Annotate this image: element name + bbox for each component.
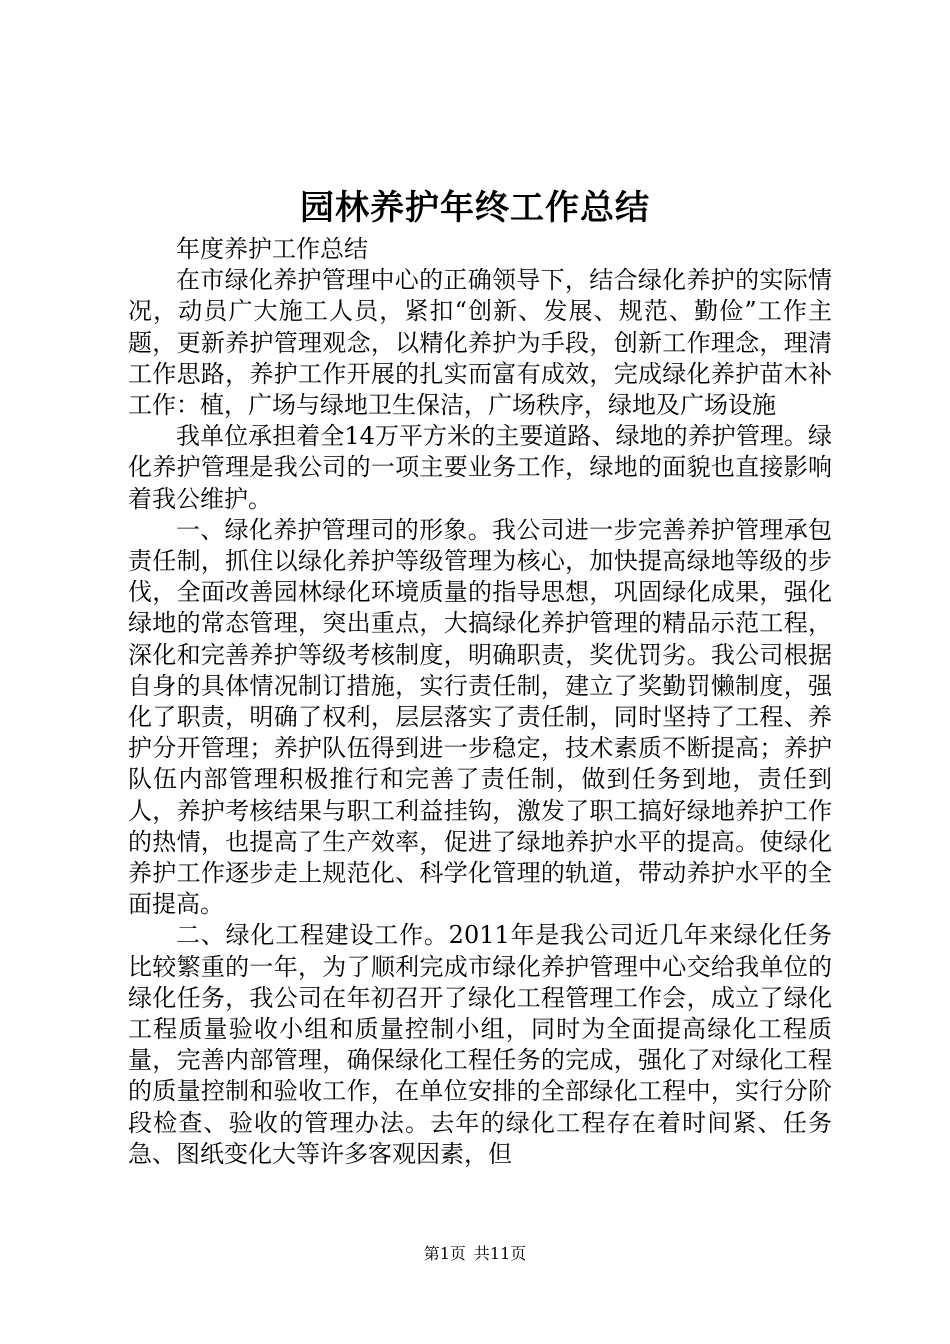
page-number: 第1页 — [423, 1244, 466, 1263]
paragraph-scope: 我单位承担着全14万平方米的主要道路、绿地的养护管理。绿化养护管理是我公司的一项主要业务工作，绿地的面貌也直接影响着我公维护。 — [128, 422, 832, 513]
page-count: 共11页 — [473, 1244, 527, 1263]
paragraph-intro: 在市绿化养护管理中心的正确领导下，结合绿化养护的实际情况，动员广大施工人员，紧扣“创新、发展、规范、勤俭”工作主题，更新养护管理观念，以精化养护为手段，创新工作理念，理清工作思路，养护工作开展的扎实而富有成效，完成绿化养护苗木补工作：植，广场与绿地卫生保洁，广场秩序，绿地及广场设施 — [128, 266, 832, 420]
paragraph-subtitle: 年度养护工作总结 — [176, 235, 368, 263]
document-body — [128, 234, 832, 1170]
paragraph-section-one: 一、绿化养护管理司的形象。我公司进一步完善养护管理承包责任制，抓住以绿化养护等级管理为核心，加快提高绿地等级的步伐，全面改善园林绿化环境质量的指导思想，巩固绿化成果，强化绿地的常态管理，突出重点，大搞绿化养护管理的精品示范工程，深化和完善养护等级考核制度，明确职责，奖优罚劣。我公司根据自身的具体情况制订措施，实行责任制，建立了奖勤罚懒制度，强化了职责，明确了权利，层层落实了责任制，同时坚持了工程、养护分开管理；养护队伍得到进一步稳定，技术素质不断提高；养护队伍内部管理积极推行和完善了责任制，做到任务到地，责任到人，养护考核结果与职工利益挂钩，激发了职工搞好绿地养护工作的热情，也提高了生产效率，促进了绿地养护水平的提高。使绿化养护工作逐步走上规范化、科学化管理的轨道，带动养护水平的全面提高。 — [128, 515, 832, 919]
page-footer — [0, 1244, 950, 1264]
document-title: 园林养护年终工作总结 — [300, 188, 650, 228]
paragraph-section-two: 二、绿化工程建设工作。2011年是我公司近几年来绿化任务比较繁重的一年，为了顺利完成市绿化养护管理中心交给我单位的绿化任务，我公司在年初召开了绿化工程管理工作会，成立了绿化工程质量验收小组和质量控制小组，同时为全面提高绿化工程质量，完善内部管理，确保绿化工程任务的完成，强化了对绿化工程的质量控制和验收工作，在单位安排的全部绿化工程中，实行分阶段检查、验收的管理办法。去年的绿化工程存在着时间紧、任务急、图纸变化大等许多客观因素，但 — [128, 921, 832, 1168]
